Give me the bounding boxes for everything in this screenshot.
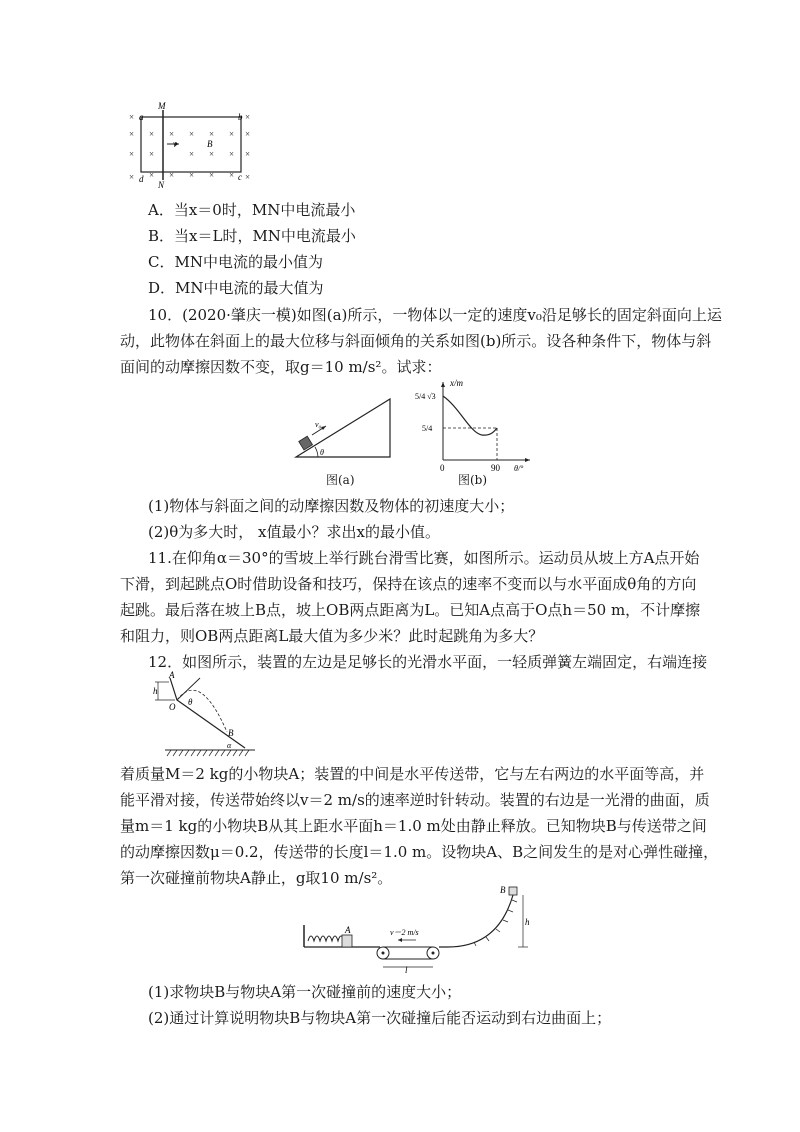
graph-figure-b [410, 378, 535, 473]
svg-text:×: × [189, 129, 195, 139]
svg-text:×: × [209, 170, 215, 180]
q12-sub2: (2)通过计算说明物块B与物块A第一次碰撞后能否运动到右边曲面上； [148, 1009, 612, 1027]
svg-text:×: × [245, 112, 251, 122]
q11-line1: 11.在仰角α＝30°的雪坡上举行跳台滑雪比赛，如图所示。运动员从坡上方A点开始 [148, 549, 700, 567]
label-c: c [238, 172, 242, 182]
incline-figure-a [288, 395, 403, 465]
ski-jump-figure [145, 670, 260, 760]
svg-text:×: × [209, 149, 215, 159]
option-d: D．MN中电流的最大值为 [148, 279, 324, 297]
q11-line4: 和阻力，则OB两点距离L最大值为多少米？此时起跳角为多大？ [120, 627, 544, 645]
label-v0: v₀ [315, 420, 322, 429]
label-A-block: A [345, 925, 351, 935]
x-axis-label: θ/° [514, 464, 524, 473]
svg-text:×: × [209, 129, 215, 139]
label-l: l [405, 965, 408, 975]
caption-fig-b: 图(b) [458, 473, 488, 487]
y-tick-1: 5/4 √3 [415, 392, 436, 401]
conveyor-belt-figure [298, 885, 533, 975]
label-B-block: B [500, 885, 506, 895]
q11-line2: 下滑，到起跳点O时借助设备和技巧，保持在该点的速率不变而以与水平面成θ角的方向 [120, 575, 697, 593]
label-alpha: α [227, 741, 232, 750]
q10-sub2: (2)θ为多大时， x值最小？求出x的最小值。 [148, 523, 440, 541]
svg-text:×: × [129, 129, 135, 139]
belt-speed-label: v＝2 m/s [390, 928, 419, 937]
svg-text:×: × [229, 129, 235, 139]
option-c: C．MN中电流的最小值为 [148, 253, 323, 271]
svg-text:×: × [245, 172, 251, 182]
q12-line2: 着质量M＝2 kg的小物块A；装置的中间是水平传送带，它与左右两边的水平面等高，并 [120, 765, 705, 783]
label-h-curve: h [525, 917, 530, 927]
svg-text:×: × [129, 112, 135, 122]
svg-text:×: × [245, 129, 251, 139]
option-a: A．当x＝0时，MN中电流最小 [148, 201, 356, 219]
label-theta: θ [320, 448, 324, 457]
label-O: O [169, 702, 176, 712]
label-theta-jump: θ [188, 697, 193, 707]
q12-line4: 量m＝1 kg的小物块B从其上距水平面h＝1.0 m处由静止释放。已知物块B与传送带之间 [120, 817, 707, 835]
q12-line5: 的动摩擦因数μ＝0.2，传送带的长度l＝1.0 m。设物块A、B之间发生的是对心弹性碰撞， [120, 843, 719, 861]
q10-line1: 10．(2020·肇庆一模)如图(a)所示，一物体以一定的速度v₀沿足够长的固定斜面向上运 [148, 306, 722, 324]
svg-text:×: × [169, 170, 175, 180]
q10-line3: 面间的动摩擦因数不变，取g＝10 m/s²。试求： [120, 358, 442, 376]
label-M: M [158, 101, 166, 111]
label-B-ski: B [228, 728, 234, 738]
q12-line1: 12．如图所示，装置的左边是足够长的光滑水平面，一轻质弹簧左端固定，右端连接 [148, 653, 708, 671]
label-h: h [153, 686, 158, 696]
svg-text:×: × [149, 129, 155, 139]
q10-sub1: (1)物体与斜面之间的动摩擦因数及物体的初速度大小； [148, 497, 515, 515]
x-tick-0: 0 [440, 463, 445, 473]
svg-text:×: × [229, 149, 235, 159]
svg-text:×: × [149, 149, 155, 159]
option-b: B．当x＝L时，MN中电流最小 [148, 227, 356, 245]
y-axis-label: x/m [450, 378, 463, 388]
magnetic-field-figure [125, 100, 265, 190]
label-d: d [139, 174, 144, 184]
svg-text:×: × [129, 149, 135, 159]
svg-text:×: × [149, 170, 155, 180]
label-A: A [169, 670, 175, 680]
x-tick-90: 90 [491, 463, 500, 473]
svg-text:×: × [189, 149, 195, 159]
svg-text:×: × [129, 172, 135, 182]
svg-text:×: × [229, 170, 235, 180]
q12-line3: 能平滑对接，传送带始终以v＝2 m/s的速率逆时针转动。装置的右边是一光滑的曲面，质 [120, 791, 710, 809]
caption-fig-a: 图(a) [326, 473, 355, 487]
label-v: v [173, 139, 177, 149]
q12-sub1: (1)求物块B与物块A第一次碰撞前的速度大小； [148, 983, 462, 1001]
q10-line2: 动，此物体在斜面上的最大位移与斜面倾角的关系如图(b)所示。设各种条件下，物体与斜 [120, 332, 712, 350]
label-N: N [158, 180, 165, 190]
svg-text:×: × [169, 129, 175, 139]
y-tick-2: 5/4 [422, 424, 433, 433]
label-b: b [238, 112, 243, 122]
svg-text:×: × [189, 170, 195, 180]
q11-line3: 起跳。最后落在坡上B点，坡上OB两点距离为L。已知A点高于O点h＝50 m，不计摩擦 [120, 601, 701, 619]
label-a: a [139, 112, 144, 122]
q12-line6: 第一次碰撞前物块A静止，g取10 m/s²。 [120, 869, 393, 887]
svg-text:×: × [245, 149, 251, 159]
label-B: B [207, 139, 213, 149]
